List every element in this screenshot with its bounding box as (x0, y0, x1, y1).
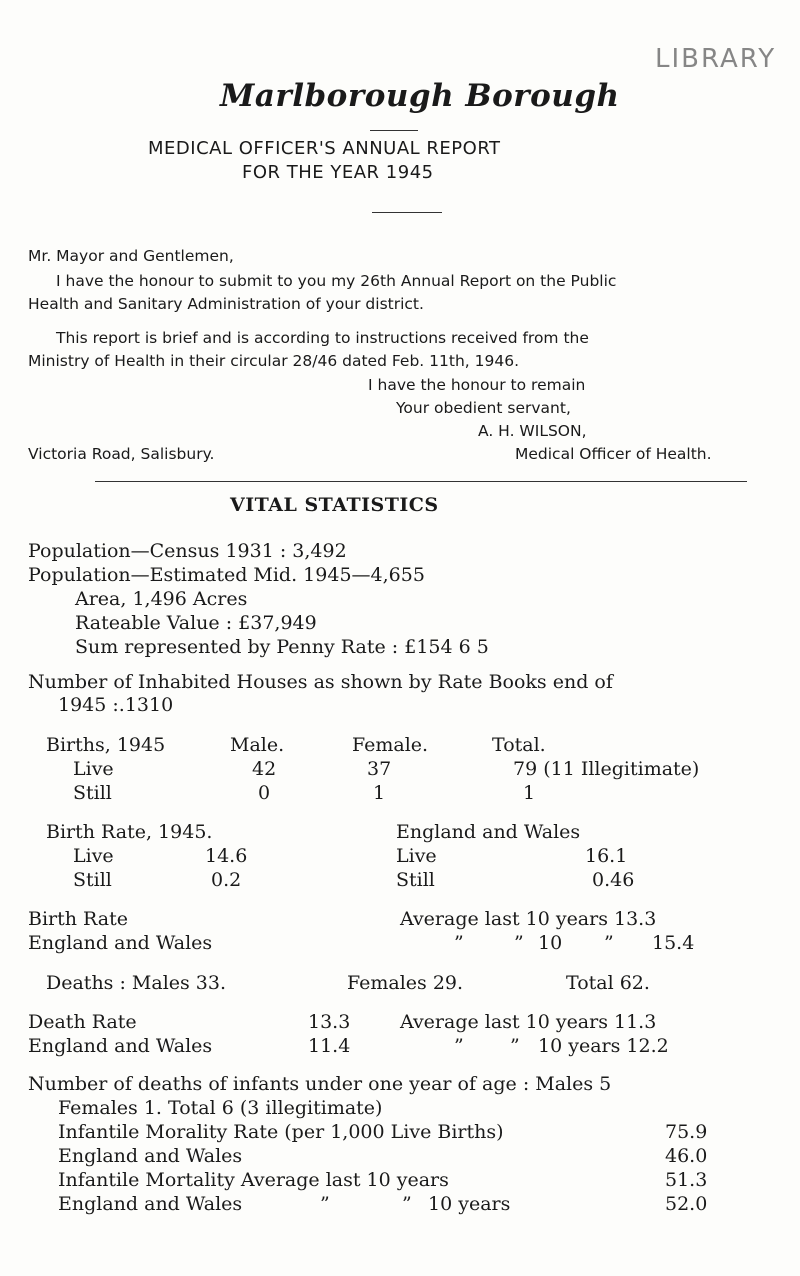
ew-still-label: Still (396, 869, 435, 891)
deaths-total: Total 62. (566, 972, 650, 994)
borough-title: Marlborough Borough (220, 78, 620, 114)
ew-live-label: Live (396, 845, 437, 867)
death-rate-avg1: Average last 10 years 11.3 (400, 1011, 657, 1033)
penny-rate: Sum represented by Penny Rate : £154 6 5 (75, 636, 489, 658)
births-live-male: 42 (252, 758, 277, 780)
rateable-value: Rateable Value : £37,949 (75, 612, 317, 634)
population-census: Population—Census 1931 : 3,492 (28, 540, 347, 562)
letter-para1-line2: Health and Sanitary Administration of your district. (28, 295, 424, 313)
infant-ew-avg-label: England and Wales (58, 1193, 243, 1215)
death-rate-avg2: 10 years 12.2 (538, 1035, 669, 1057)
ew-live-value: 16.1 (585, 845, 628, 867)
title-divider (370, 130, 418, 131)
birth-rate-still-value: 0.2 (211, 869, 242, 891)
birth-rate-label: Birth Rate, 1945. (46, 821, 213, 843)
births-still-total: 1 (523, 782, 536, 804)
ditto-mark: ” (604, 932, 614, 954)
infant-deaths-line2: Females 1. Total 6 (3 illegitimate) (58, 1097, 383, 1119)
infant-ew-label: England and Wales (58, 1145, 243, 1167)
infant-ew-value: 46.0 (665, 1145, 708, 1167)
birth-rate-live-label: Live (73, 845, 114, 867)
births-col-female: Female. (352, 734, 429, 756)
births-still-male: 0 (258, 782, 271, 804)
births-live-female: 37 (367, 758, 392, 780)
ew-label: England and Wales (396, 821, 581, 843)
death-rate-value2: 11.4 (308, 1035, 351, 1057)
births-live-label: Live (73, 758, 114, 780)
area: Area, 1,496 Acres (75, 588, 248, 610)
infant-ew-avg-years: 10 years (428, 1193, 511, 1215)
infant-avg-value: 51.3 (665, 1169, 708, 1191)
birth-rate-avg2-value: 15.4 (652, 932, 695, 954)
closing-line2: Your obedient servant, (396, 399, 571, 417)
infant-rate-label: Infantile Morality Rate (per 1,000 Live Births) (58, 1121, 504, 1143)
births-still-female: 1 (373, 782, 386, 804)
birth-rate-avg1: Average last 10 years 13.3 (400, 908, 657, 930)
infant-rate-value: 75.9 (665, 1121, 708, 1143)
ditto-mark: ” (454, 932, 464, 954)
letter-para2-line1: This report is brief and is according to instructions received from the (56, 329, 589, 347)
births-live-total: 79 (11 Illegitimate) (513, 758, 700, 780)
births-col-male: Male. (230, 734, 285, 756)
infant-avg-label: Infantile Mortality Average last 10 years (58, 1169, 449, 1191)
ditto-mark: ” (454, 1035, 464, 1057)
section-divider (95, 481, 747, 482)
infant-ew-avg-value: 52.0 (665, 1193, 708, 1215)
birth-rate-avg-label1: Birth Rate (28, 908, 128, 930)
inhabited-houses-line1: Number of Inhabited Houses as shown by Rate Books end of (28, 671, 613, 693)
letter-para1-line1: I have the honour to submit to you my 26th Annual Report on the Public (56, 272, 617, 290)
deaths-males: Deaths : Males 33. (46, 972, 227, 994)
birth-rate-still-label: Still (73, 869, 112, 891)
deaths-females: Females 29. (347, 972, 464, 994)
ew-still-value: 0.46 (592, 869, 635, 891)
closing-line1: I have the honour to remain (368, 376, 586, 394)
birth-rate-avg-label2: England and Wales (28, 932, 213, 954)
report-subtitle: FOR THE YEAR 1945 (242, 162, 434, 183)
salutation: Mr. Mayor and Gentlemen, (28, 247, 234, 265)
death-rate-value1: 13.3 (308, 1011, 351, 1033)
vital-statistics-heading: VITAL STATISTICS (230, 494, 439, 516)
ditto-mark: ” (402, 1193, 412, 1215)
births-label: Births, 1945 (46, 734, 166, 756)
signature: A. H. WILSON, (478, 422, 587, 440)
subtitle-divider (372, 212, 442, 213)
library-stamp: LIBRARY (655, 44, 777, 74)
birth-rate-avg2-years: 10 (538, 932, 563, 954)
report-title: MEDICAL OFFICER'S ANNUAL REPORT (148, 138, 501, 159)
population-estimated: Population—Estimated Mid. 1945—4,655 (28, 564, 425, 586)
births-col-total: Total. (492, 734, 546, 756)
birth-rate-live-value: 14.6 (205, 845, 248, 867)
ditto-mark: ” (320, 1193, 330, 1215)
death-rate-label1: Death Rate (28, 1011, 137, 1033)
births-still-label: Still (73, 782, 112, 804)
sender-address: Victoria Road, Salisbury. (28, 445, 215, 463)
death-rate-label2: England and Wales (28, 1035, 213, 1057)
ditto-mark: ” (510, 1035, 520, 1057)
ditto-mark: ” (514, 932, 524, 954)
inhabited-houses-line2: 1945 :.1310 (58, 694, 174, 716)
letter-para2-line2: Ministry of Health in their circular 28/46 dated Feb. 11th, 1946. (28, 352, 519, 370)
officer-title: Medical Officer of Health. (515, 445, 712, 463)
infant-deaths-line1: Number of deaths of infants under one year of age : Males 5 (28, 1073, 612, 1095)
